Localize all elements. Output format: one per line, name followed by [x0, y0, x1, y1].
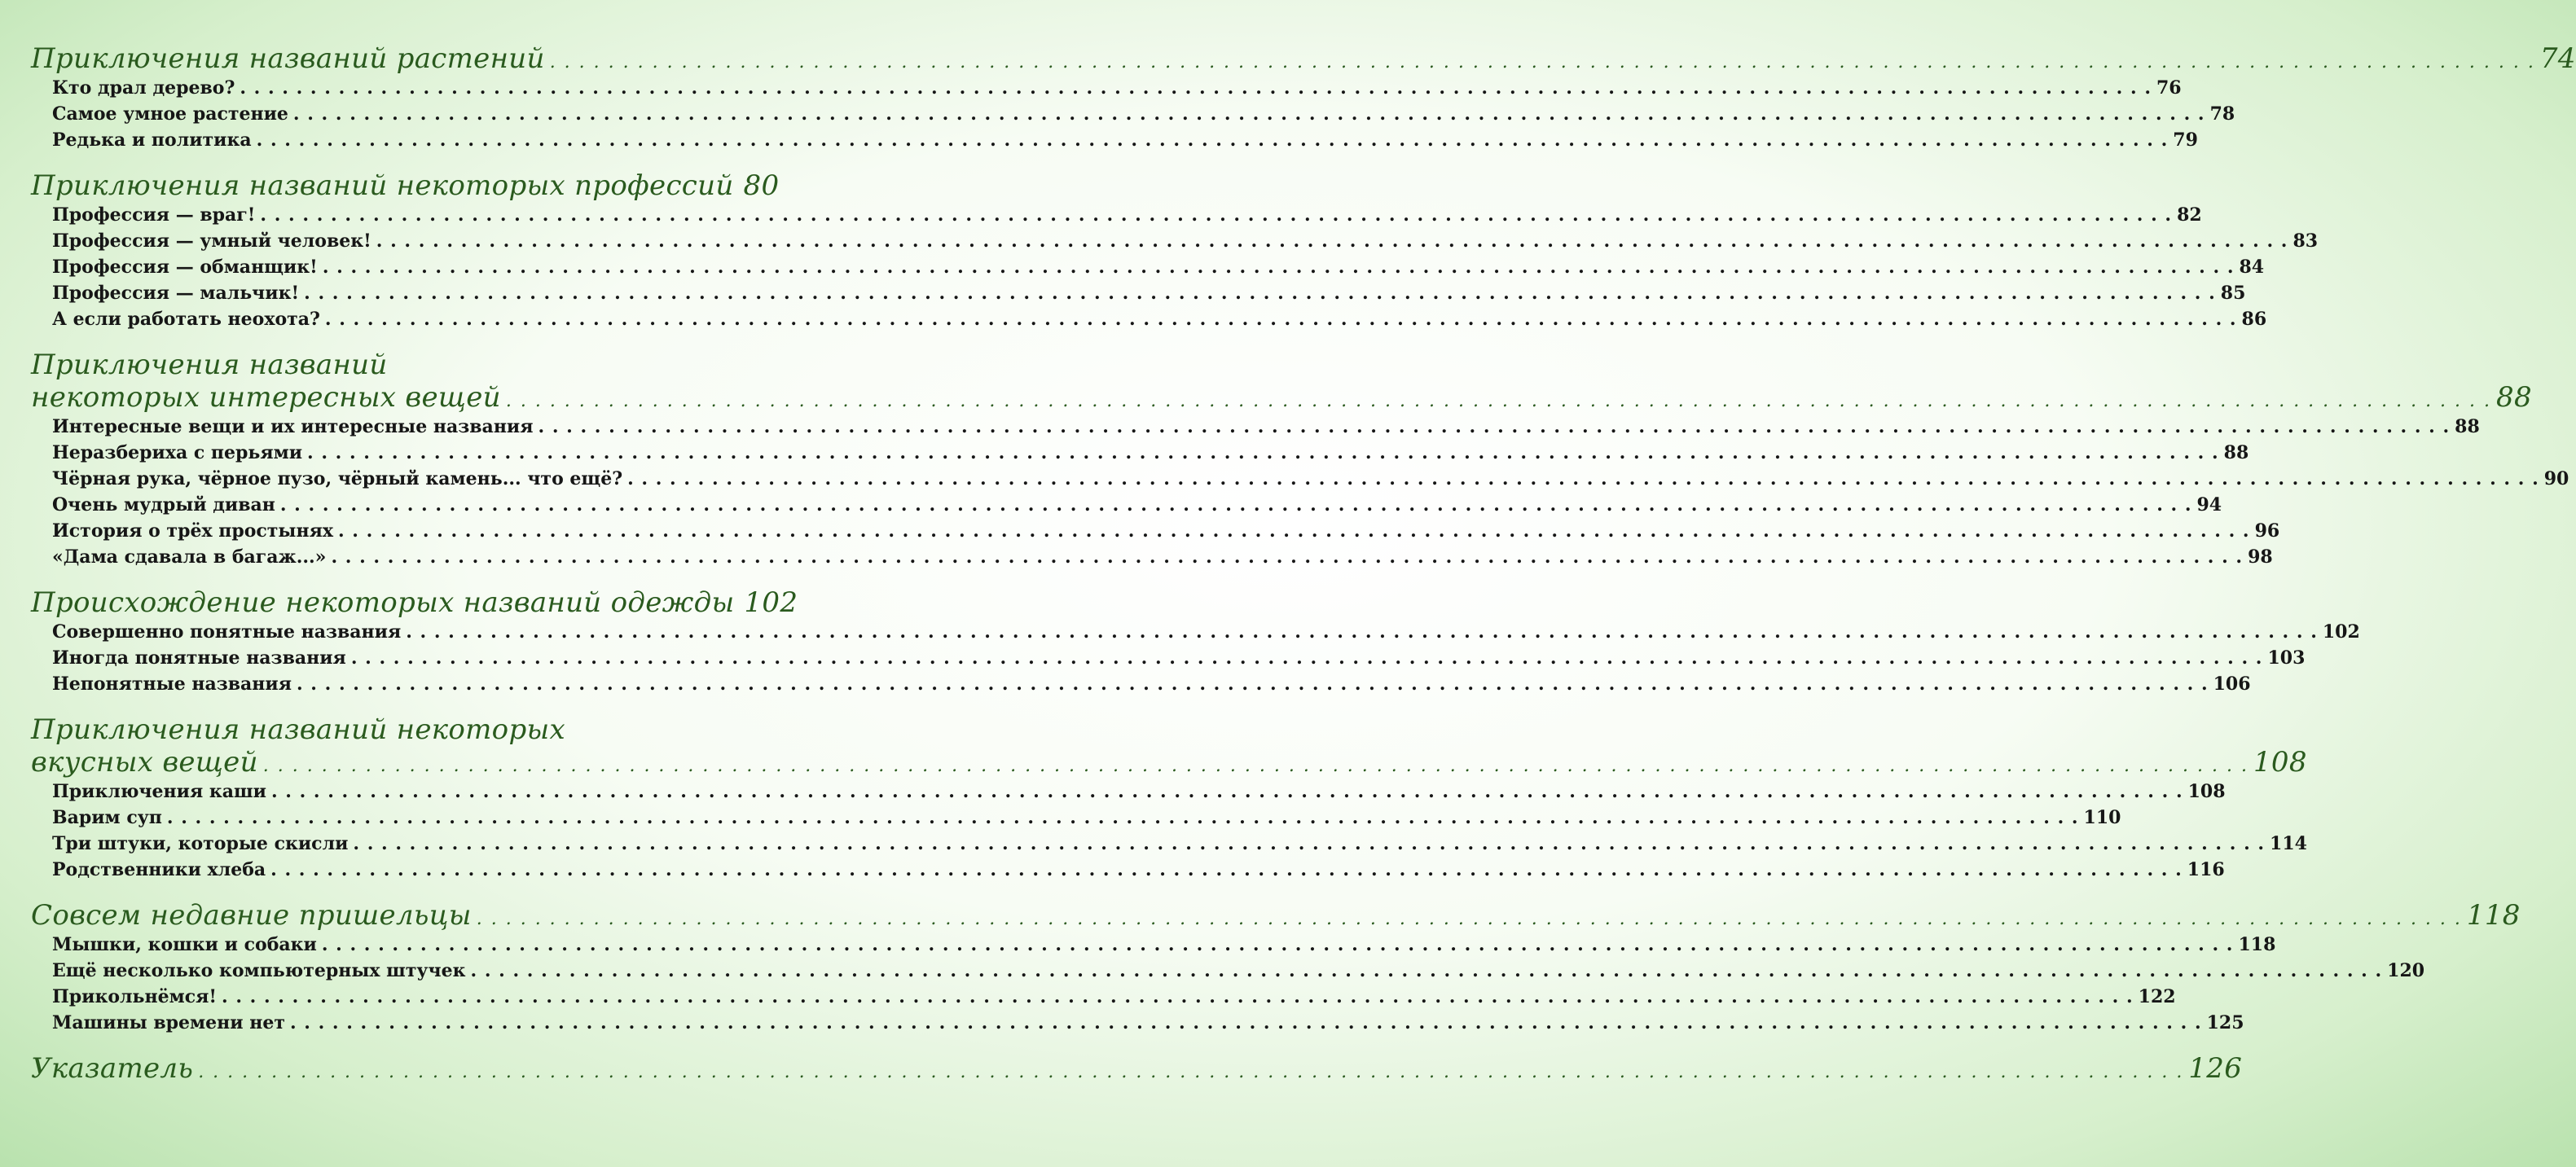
toc-entry-page-number: 118: [2238, 934, 2276, 955]
toc-entry-page-number: 103: [2267, 647, 2306, 669]
toc-entry[interactable]: [31, 958, 2425, 984]
section-page-number: 102: [744, 586, 798, 619]
toc-entry-page-number: 90: [2543, 468, 2569, 489]
section-heading-text: Приключения названий растений: [31, 42, 545, 75]
toc-entry-page-number: 116: [2187, 859, 2225, 880]
dot-leader: [506, 385, 2491, 418]
section-heading-text: Происхождение некоторых названий одежды: [31, 586, 735, 619]
toc-entry[interactable]: [31, 492, 2222, 518]
toc-entry-page-number: 102: [2322, 621, 2360, 643]
toc-entry[interactable]: [31, 1010, 2244, 1036]
toc-entry-label: Профессия — умный человек!: [52, 230, 371, 252]
toc-entry-label: Варим суп: [52, 807, 162, 828]
toc-entry-page-number: 82: [2177, 204, 2202, 226]
section-heading-line1: [31, 713, 748, 746]
toc-entry[interactable]: [31, 75, 2182, 101]
toc-entry-label: Кто драл дерево?: [52, 77, 235, 99]
toc-entry-label: Непонятные названия: [52, 673, 292, 695]
dot-leader: [323, 254, 2235, 280]
dot-leader: [290, 1010, 2202, 1036]
dot-leader: [471, 958, 2383, 984]
section-page-number: 126: [2188, 1052, 2243, 1085]
dot-leader: [257, 127, 2169, 153]
toc-entry-page-number: 88: [2455, 416, 2480, 437]
toc-entry[interactable]: [31, 831, 2307, 857]
toc-entry[interactable]: [31, 779, 2226, 805]
section-heading-text: вкусных вещей: [31, 746, 258, 779]
toc-entry[interactable]: [31, 544, 2273, 570]
dot-leader: [307, 440, 2219, 466]
toc-entry-label: Профессия — враг!: [52, 204, 256, 226]
dot-leader: [167, 805, 2079, 831]
dot-leader: [240, 75, 2152, 101]
toc-entry-label: Совершенно понятные названия: [52, 621, 402, 643]
toc-entry-page-number: 84: [2239, 257, 2265, 278]
section-heading-line1: [31, 349, 748, 381]
dot-leader: [293, 101, 2205, 127]
toc-entry[interactable]: [31, 440, 2249, 466]
toc-entry-page-number: 88: [2223, 442, 2249, 463]
dot-leader: [338, 518, 2250, 544]
toc-entry-page-number: 122: [2138, 986, 2176, 1007]
toc-entry[interactable]: [31, 414, 2480, 440]
dot-leader: [376, 228, 2288, 254]
toc-entry-page-number: 86: [2241, 309, 2267, 330]
toc-entry-label: Машины времени нет: [52, 1012, 285, 1033]
toc-entry[interactable]: [31, 671, 2251, 697]
toc-entry-page-number: 108: [2187, 781, 2226, 802]
toc-entry[interactable]: [31, 306, 2267, 332]
toc-entry-page-number: 83: [2292, 230, 2319, 252]
dot-leader: [331, 544, 2243, 570]
section-heading[interactable]: [31, 42, 2576, 75]
toc-entry[interactable]: [31, 280, 2246, 306]
section-heading-text: некоторых интересных вещей: [31, 381, 501, 414]
section-page-number: 118: [2466, 899, 2521, 932]
dot-leader: [260, 202, 2172, 228]
toc-entry[interactable]: [31, 127, 2198, 153]
dot-leader: [222, 984, 2134, 1010]
toc-entry[interactable]: [31, 202, 2202, 228]
toc-entry-page-number: 106: [2213, 673, 2251, 695]
dot-leader: [322, 932, 2234, 958]
dot-leader: [325, 306, 2237, 332]
toc-section: [31, 1052, 2243, 1085]
toc-entry-page-number: 79: [2173, 129, 2198, 151]
toc-section: [31, 169, 2319, 332]
toc-entry-label: История о трёх простынях: [52, 520, 333, 542]
toc-section: [31, 899, 2521, 1036]
toc-entry-label: Ещё несколько компьютерных штучек: [52, 960, 466, 981]
toc-entry[interactable]: [31, 228, 2319, 254]
toc-entry-page-number: 98: [2248, 546, 2273, 568]
toc-entry-label: Три штуки, которые скисли: [52, 833, 349, 854]
toc-entry[interactable]: [31, 518, 2280, 544]
toc-entry-page-number: 96: [2254, 520, 2280, 542]
toc-entry-page-number: 78: [2209, 103, 2235, 125]
dot-leader: [297, 671, 2209, 697]
section-heading[interactable]: [31, 1052, 2243, 1085]
section-heading[interactable]: [31, 746, 2307, 779]
toc-section: [31, 349, 2569, 570]
toc-entry-page-number: 114: [2270, 833, 2307, 854]
toc-entry-label: Прикольнёмся!: [52, 986, 217, 1007]
section-heading-text: Указатель: [31, 1052, 194, 1085]
section-page-number: 80: [743, 169, 780, 202]
dot-leader: [198, 1056, 2183, 1089]
section-page-number: 74: [2539, 42, 2576, 75]
toc-entry-label: Мышки, кошки и собаки: [52, 934, 317, 955]
section-heading[interactable]: [31, 381, 2532, 414]
toc-entry[interactable]: [31, 101, 2235, 127]
section-heading-text: Приключения названий некоторых: [31, 713, 565, 746]
toc-entry-label: Редька и политика: [52, 129, 252, 151]
toc-entry-page-number: 85: [2220, 283, 2246, 304]
dot-leader: [270, 857, 2183, 883]
dot-leader: [280, 492, 2192, 518]
dot-leader: [353, 831, 2265, 857]
toc-entry[interactable]: [31, 619, 2360, 645]
section-heading[interactable]: [31, 169, 780, 202]
toc-entry[interactable]: [31, 984, 2176, 1010]
toc-section: [31, 713, 2307, 883]
toc-section: [31, 586, 2360, 697]
toc-entry[interactable]: [31, 645, 2306, 671]
section-heading[interactable]: [31, 586, 798, 619]
dot-leader: [538, 414, 2451, 440]
toc-section: [31, 42, 2576, 153]
section-heading-text: Приключения названий: [31, 349, 388, 381]
toc-entry[interactable]: [31, 857, 2225, 883]
toc-entry-page-number: 94: [2196, 494, 2222, 515]
dot-leader: [627, 466, 2539, 492]
section-heading-text: Приключения названий некоторых профессий: [31, 169, 734, 202]
toc-entry-label: Интересные вещи и их интересные названия: [52, 416, 534, 437]
toc-entry-label: А если работать неохота?: [52, 309, 320, 330]
toc-entry-page-number: 125: [2206, 1012, 2244, 1033]
toc-entry[interactable]: [31, 466, 2569, 492]
toc-entry-label: Очень мудрый диван: [52, 494, 275, 515]
section-page-number: 88: [2496, 381, 2532, 414]
dot-leader: [304, 280, 2216, 306]
toc-entry-label: Чёрная рука, чёрное пузо, чёрный камень... что ещё?: [52, 468, 623, 489]
toc-entry-page-number: 110: [2083, 807, 2121, 828]
toc-entry[interactable]: [31, 932, 2276, 958]
toc-entry-label: Профессия — обманщик!: [52, 257, 318, 278]
toc-entry-label: Приключения каши: [52, 781, 266, 802]
toc-entry-label: «Дама сдавала в багаж...»: [52, 546, 327, 568]
toc-entry-label: Иногда понятные названия: [52, 647, 346, 669]
section-heading[interactable]: [31, 899, 2521, 932]
toc-entry-page-number: 76: [2156, 77, 2182, 99]
dot-leader: [351, 645, 2263, 671]
section-heading-text: Совсем недавние пришельцы: [31, 899, 472, 932]
dot-leader: [271, 779, 2183, 805]
dot-leader: [406, 619, 2318, 645]
toc-entry-page-number: 120: [2387, 960, 2425, 981]
toc-entry-label: Родственники хлеба: [52, 859, 266, 880]
section-page-number: 108: [2253, 746, 2307, 779]
dot-leader: [477, 903, 2462, 936]
toc-entry[interactable]: [31, 805, 2121, 831]
toc-entry-label: Неразбериха с перьями: [52, 442, 303, 463]
dot-leader: [263, 750, 2249, 783]
dot-leader: [550, 46, 2535, 79]
toc-entry[interactable]: [31, 254, 2265, 280]
table-of-contents: [31, 42, 2576, 1085]
toc-entry-label: Профессия — мальчик!: [52, 283, 300, 304]
toc-entry-label: Самое умное растение: [52, 103, 288, 125]
